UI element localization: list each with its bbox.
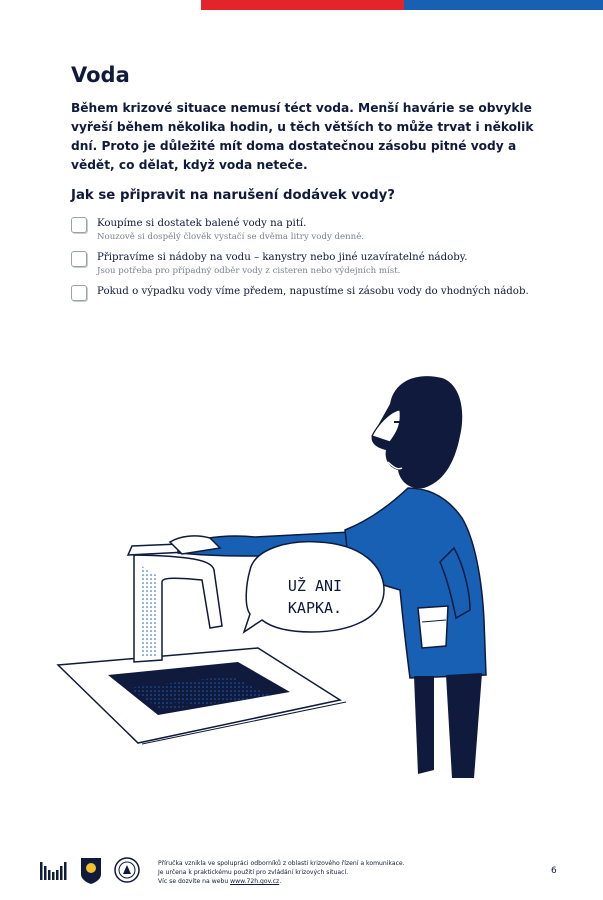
checklist-item-text: Pokud o výpadku vody víme předem, napustíme si zásobu vody do vhodných nádob. bbox=[97, 286, 529, 297]
checklist-item bbox=[71, 284, 571, 299]
checklist-item bbox=[71, 216, 571, 244]
speech-text-line1: UŽ ANI bbox=[287, 577, 343, 595]
footer-line: Víc se dozvíte na webu www.72h.gov.cz. bbox=[158, 878, 282, 885]
checkbox[interactable] bbox=[71, 251, 87, 267]
checklist bbox=[71, 216, 571, 305]
checklist-item bbox=[71, 250, 571, 278]
faucet-icon bbox=[128, 542, 226, 662]
sink-icon bbox=[58, 648, 346, 744]
speech-bubble bbox=[244, 542, 384, 632]
section-heading: Jak se připravit na narušení dodávek vody? bbox=[71, 188, 395, 203]
checklist-item-text: Koupíme si dostatek balené vody na pití. bbox=[97, 218, 307, 229]
footer-line: Příručka vznikla ve spolupráci odborníků z oblasti krizového řízení a komunikace. bbox=[158, 860, 405, 867]
ministry-logo-icon bbox=[40, 858, 68, 882]
checkbox[interactable] bbox=[71, 285, 87, 301]
page-title: Voda bbox=[71, 63, 130, 87]
state-seal-icon bbox=[114, 857, 140, 883]
website-link[interactable]: www.72h.gov.cz bbox=[230, 878, 280, 885]
checklist-item-text: Připravíme si nádoby na vodu – kanystry nebo jiné uzavíratelné nádoby. bbox=[97, 252, 468, 263]
top-accent-bar-blue bbox=[404, 0, 603, 10]
man-at-dry-tap-illustration bbox=[50, 370, 570, 790]
checklist-item-note: Nouzově si dospělý člověk vystačí se dvěma litry vody denně. bbox=[97, 232, 365, 242]
top-accent-bar-red bbox=[201, 0, 404, 10]
checklist-item-note: Jsou potřeba pro případný odběr vody z cisteren nebo výdejních míst. bbox=[97, 266, 401, 276]
checkbox[interactable] bbox=[71, 217, 87, 233]
page-number: 6 bbox=[551, 866, 557, 876]
speech-text-line2: KAPKA. bbox=[287, 599, 343, 617]
fire-rescue-emblem-icon bbox=[80, 856, 102, 884]
water-glass-icon bbox=[418, 606, 448, 648]
intro-paragraph: Během krizové situace nemusí téct voda. Menší havárie se obvykle vyřeší během několika hodin, u těch větších to může trvat i několik dní. Proto je důležité mít doma dostatečnou zásobu pitné vody a vědět, co dělat, když voda neteče. bbox=[71, 101, 534, 172]
footer-logos bbox=[40, 856, 140, 884]
footer-line: Je určena k praktickému použití pro zvládání krizových situací. bbox=[158, 869, 349, 876]
footer-text bbox=[158, 859, 478, 886]
